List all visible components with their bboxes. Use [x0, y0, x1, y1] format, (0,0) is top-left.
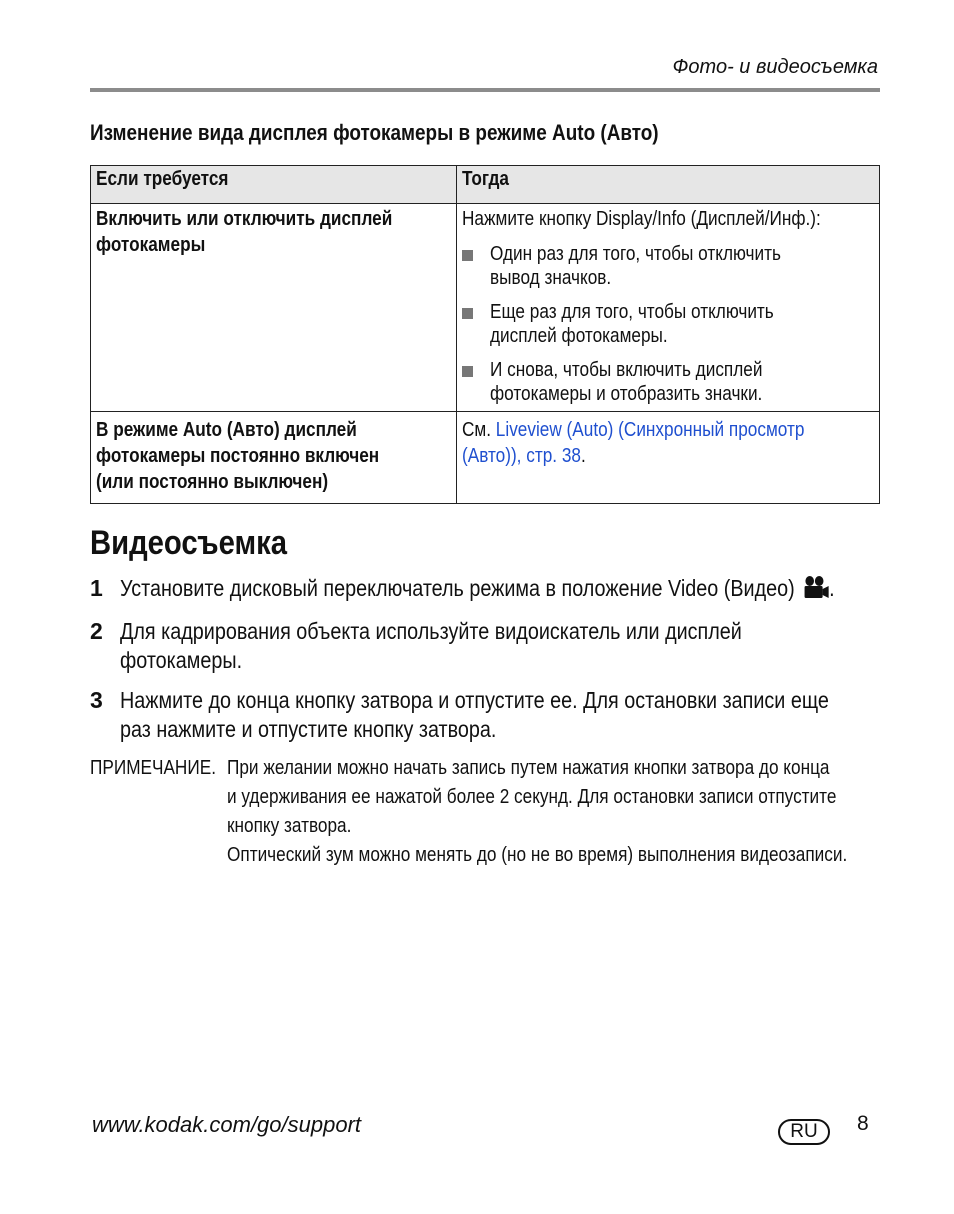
table-header-row — [91, 166, 880, 204]
language-badge: RU — [778, 1119, 830, 1145]
square-bullet-icon — [462, 366, 473, 377]
table-row — [91, 204, 880, 412]
step-1: 1 Установите дисковый переключатель режима в положение Video (Видео) . — [90, 574, 890, 606]
video-camera-icon — [802, 575, 830, 606]
table-section-title: Изменение вида дисплея фотокамеры в режиме Auto (Авто) — [90, 120, 659, 145]
note-line: Оптический зум можно менять до (но не во время) выполнения видеозаписи. — [227, 844, 848, 866]
support-url[interactable]: www.kodak.com/go/support — [92, 1112, 362, 1137]
note-line: и удерживания ее нажатой более 2 секунд. Для остановки записи отпустите — [227, 786, 837, 808]
table-cell-then — [456, 204, 879, 412]
table-cell-want — [91, 204, 457, 412]
section-heading: Видеосъемка — [90, 524, 287, 562]
table-row — [91, 412, 880, 504]
bullet-item: И снова, чтобы включить дисплей фотокамеры и отобразить значки. — [457, 358, 879, 406]
see-prefix: См. — [461, 419, 496, 441]
steps-list — [90, 574, 890, 755]
col-header-if: Если требуется — [91, 166, 457, 204]
square-bullet-icon — [462, 250, 473, 261]
page-number: 8 — [857, 1112, 869, 1135]
liveview-link[interactable]: Liveview (Auto) (Синхронный просмотр — [495, 419, 805, 441]
row1-want-line1: Включить или отключить дисплей — [96, 208, 393, 230]
running-header: Фото- и видеосъемка — [672, 56, 878, 78]
step-2: 2 Для кадрирования объекта используйте видоискатель или дисплей фотокамеры. — [90, 618, 742, 673]
header-rule — [90, 88, 880, 92]
note-label: ПРИМЕЧАНИЕ. — [90, 757, 216, 779]
bullet-item: Еще раз для того, чтобы отключить дисплей фотокамеры. — [457, 300, 879, 348]
display-mode-table — [90, 165, 880, 504]
note-line: кнопку затвора. — [227, 815, 352, 837]
table-cell-want: В режиме Auto (Авто) дисплей фотокамеры постоянно включен (или постоянно выключен) — [91, 412, 457, 504]
row1-want-line2: фотокамеры — [96, 234, 206, 256]
square-bullet-icon — [462, 308, 473, 319]
table-cell-then: См. Liveview (Auto) (Синхронный просмотр (Авто)), стр. 38. — [456, 412, 879, 504]
bullet-item: Один раз для того, чтобы отключить вывод значков. — [457, 242, 879, 290]
col-header-then: Тогда — [456, 166, 879, 204]
liveview-link-cont[interactable]: (Авто)), стр. 38 — [461, 445, 581, 467]
step-3: 3 Нажмите до конца кнопку затвора и отпустите ее. Для остановки записи еще раз нажмите и отпустите кнопку затвора. — [90, 687, 829, 742]
note-line: При желании можно начать запись путем нажатия кнопки затвора до конца — [227, 757, 830, 779]
row1-intro: Нажмите кнопку Display/Info (Дисплей/Инф.): — [461, 208, 821, 230]
